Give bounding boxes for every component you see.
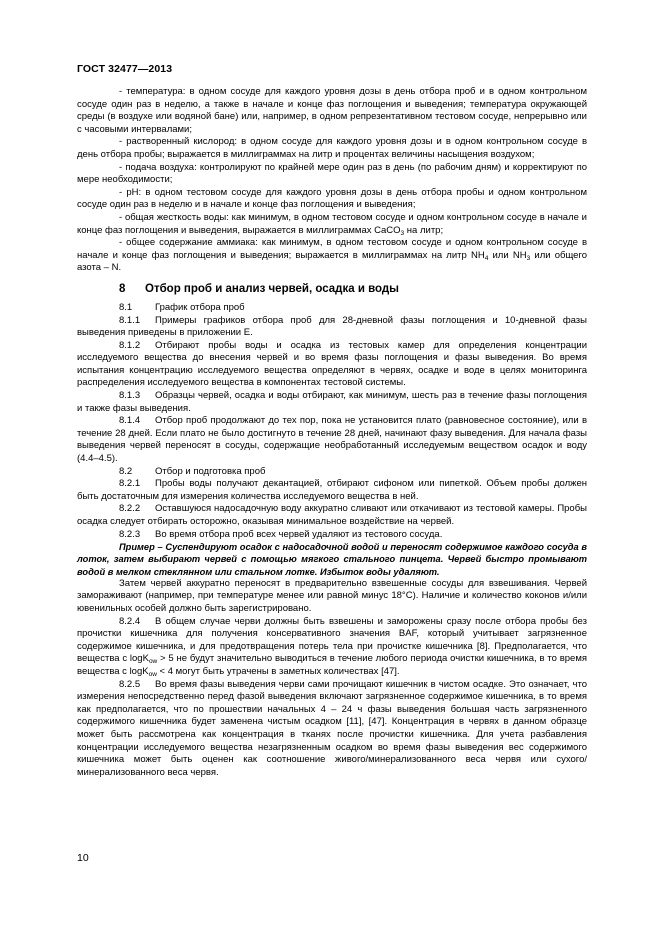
paragraph-after-example: Затем червей аккуратно переносят в предварительно взвешенные сосуды для взвешивания. Червей замораживают (например, при температуре менее или равной минус 18°С). Наличие и количество коконов и/или ювенильных особей должно быть зарегистрировано. (77, 577, 587, 614)
param-ph: - pH: в одном тестовом сосуде для каждого уровня дозы в день отбора пробы и одном контрольном сосуде один раз в неделю и в начале и конце фаз поглощения и выведения; (77, 186, 587, 211)
clause-8-2-2: 8.2.2 Оставшуюся надосадочную воду аккуратно сливают или откачивают из тестовой камеры. Пробы осадка следует отбирать осторожно, оказывая минимальное воздействие на червей. (77, 503, 587, 527)
clause-8-1-2: 8.1.2 Отбирают пробы воды и осадка из тестовых камер для определения концентрации исследуемого вещества до внесения червей и во время фазы поглощения и фазы выведения. Во время испытания концентрацию исследуемого вещества определяют в червях, осадке и воде в целях мониторинга распределения исследуемого вещества в компонентах тестовой системы. (77, 339, 587, 389)
param-hardness: - общая жесткость воды: как минимум, в одном тестовом сосуде и одном контрольном сосуде в начале и конце фаз поглощения и выведения, выражается в миллиграммах CaCO$_3$ на литр; (77, 211, 587, 237)
section-number: 8 (119, 282, 126, 295)
clause-8-2-5: 8.2.5 Во время фазы выведения черви сами прочищают кишечник в чистом осадке. Это означает, что измерения непосредственно перед фазой выведения включают загрязненное содержимое кишечника, в то время как предполагается, что по прошествии начальных 4 – 24 ч фазы выведения большая часть загрязненного содержимого кишечника будет заменена чистым осадком [11], [47]. Концентрация в червях в данном образце может быть рассмотрена как концентрация в тканях после прочистки кишечника. Для учета разбавления концентрации исследуемого вещества незагрязненным осадком во время фазы выведения вес содержимого кишечника может быть оценен как соотношение живого/минерализованного веса червя или сухого/минерализованного веса червя. (77, 678, 587, 778)
clause-8-2-4: 8.2.4 В общем случае черви должны быть взвешены и заморожены сразу после отбора пробы без прочистки кишечника для получения консервативного значения BAF, который учитывает загрязненное содержимое кишечника, и для предотвращения потерь тела при прочистке кишечника [8]. Предполагается, что вещества с logK$_{ow}$ > 5 не будут значительно выводиться в течение любого периода очистки кишечника, в то время вещества с logK$_{ow}$ < 4 могут быть утрачены в заметных количествах [47]. (77, 615, 587, 678)
clause-8-2-1: 8.2.1 Пробы воды получают декантацией, отбирают сифоном или пипеткой. Объем пробы должен быть достаточным для измерения количества исследуемого вещества в ней. (77, 478, 587, 502)
example-note: Пример – Суспендируют осадок с надосадочной водой и переносят содержимое каждого сосуда в лоток, затем выбирают червей с помощью мягкого стального пинцета. Червей быстро промывают водой в мелком стеклянном или стальном лотке. Избыток воды удаляют. (77, 542, 587, 577)
clause-8-1-3: 8.1.3 Образцы червей, осадка и воды отбирают, как минимум, шесть раз в течение фазы поглощения и также фазы выведения. (77, 390, 587, 414)
page-number: 10 (77, 852, 89, 864)
param-aeration: - подача воздуха: контролируют по крайней мере один раз в день (по рабочим дням) и корректируют по мере необходимости; (77, 161, 587, 186)
clause-8-1-1: 8.1.1 Примеры графиков отбора проб для 28-дневной фазы поглощения и 10-дневной фазы выведения приведены в приложении Е. (77, 314, 587, 339)
param-ammonia: - общее содержание аммиака: как минимум, в одном тестовом сосуде и одном контрольном сосуде в начале и конце фаз поглощения и выведения; выражается в миллиграммах на литр $NH_4$ или $NH_3$ или общего азота – N. (77, 237, 587, 274)
param-temperature: - температура: в одном сосуде для каждого уровня дозы в день отбора проб и в одном контрольном сосуде один раз в неделю, а также в начале и конце фаз поглощения и выведения; температура окружающей среды (в воздухе или водяной бане) или, например, в одном репрезентативном тестовом сосуде, непрерывно или с часовыми интервалами; (77, 86, 587, 135)
document-header: ГОСТ 32477—2013 (77, 63, 173, 75)
clause-8-1: 8.1 График отбора проб (119, 301, 245, 313)
clause-8-1-4: 8.1.4 Отбор проб продолжают до тех пор, пока не установится плато (равновесное состояние), или в течение 28 дней. Если плато не было достигнуто в течение 28 дней, начинают фазу выведения. Для начала фазы выведения червей переносят в сосуды, содержащие необработанный исследуемым веществом осадок и воду (4.4–4.5). (77, 415, 587, 465)
section-title: Отбор проб и анализ червей, осадка и воды (145, 282, 400, 295)
param-oxygen: - растворенный кислород: в одном сосуде для каждого уровня дозы и в одном контрольном сосуде в день отбора пробы; выражается в миллиграммах на литр и процентах величины насыщения воздухом; (77, 136, 587, 160)
section-heading (77, 282, 587, 296)
clause-8-2-3: 8.2.3 Во время отбора проб всех червей удаляют из тестового сосуда. (119, 528, 443, 540)
clause-8-2: 8.2 Отбор и подготовка проб (119, 465, 266, 477)
document-body (77, 86, 587, 779)
